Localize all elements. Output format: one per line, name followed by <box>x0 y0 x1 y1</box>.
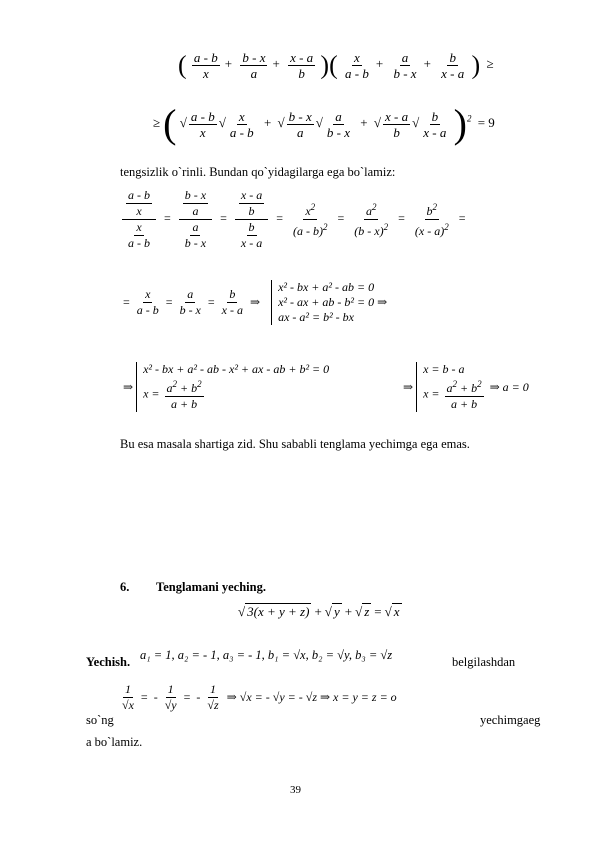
sys3-eq2: x = $\frac{a^2 + b^2}{a + b}$ <box>423 379 482 411</box>
definitions: a₁ = 1, a₂ = - 1, a₃ = - 1, b₁ = √x, b₂ = √y, b₃ = √z <box>140 648 393 662</box>
system-line-2: ⇒ x² - bx + a² - ab - x² + ax - ab + b² = 0 x = $\frac{a^2 + b^2}{a + b}$ <box>123 362 330 411</box>
system-3-block: ⇒ x = b - a x = $\frac{a^2 + b^2}{a + b}$ ⇒ a = 0 <box>403 362 529 411</box>
ratio-equation: $\frac{\frac{a - b}{x}}{\frac{x}{a - b}}$ = $\frac{\frac{b - x}{a}}{\frac{a}{b - x}}$ = $\frac{\frac{x - a}{b}}{\frac{b}{x - a}}$ = $\frac{x^2}{(a - b)^2}$ = $\frac{a^2}{(b - x)^2}$ = $\frac{b^2}{(x - a)^2}$ = <box>120 188 469 251</box>
sys1-eq3: ax - a² = b² - bx <box>278 310 354 324</box>
inequality-line-2: ≥( √ $\frac{a - b}{x}$ √ $\frac{x}{a - b}$ + √ $\frac{b - x}{a}$ √ $\frac{a}{b - x}$ + √ $\frac{x - a}{b}$ √ $\frac{b}{x - a}$ )$^2$ = 9 <box>150 104 498 144</box>
page-number: 39 <box>290 784 301 796</box>
sys2-eq2: x = $\frac{a^2 + b^2}{a + b}$ <box>143 379 202 411</box>
sys1-eq2: x² - ax + ab - b² = 0 ⇒ <box>278 295 388 309</box>
inequality-line-1: ( $\frac{a - b}{x}$ + $\frac{b - x}{a}$ + $\frac{x - a}{b}$ )( $\frac{x}{a - b}$ + $\frac{a}{b - x}$ + $\frac{b}{x - a}$ ) ≥ <box>178 50 494 81</box>
chain-tail: ⇒ √x = - √y = - √z ⇒ x = y = z = o <box>226 690 397 704</box>
system-2 <box>136 362 329 412</box>
ineq-sign: ≥ <box>486 56 494 72</box>
yechimga-text: yechimgaeg <box>480 713 541 727</box>
solution-label: Yechish. <box>86 655 131 669</box>
system-line-1: = $\frac{x}{a - b}$ = $\frac{a}{b - x}$ = $\frac{b}{x - a}$ ⇒ x² - bx + a² - ab = 0 x² - ax + ab - b² = 0 ⇒ ax - a² = b² - bx <box>123 280 388 324</box>
system-3 <box>416 362 486 412</box>
sys1-eq1: x² - bx + a² - ab = 0 <box>278 280 375 294</box>
ega-bolamiz-text: a bo`lamiz. <box>86 735 143 749</box>
problem-number: 6. <box>120 580 130 594</box>
ineq-result: = 9 <box>477 114 495 130</box>
chain-equation: $\frac{1}{√x}$ = - $\frac{1}{√y}$ = - $\frac{1}{√z}$ ⇒ √x = - √y = - √z ⇒ x = y = z = o <box>122 682 397 712</box>
sys3-tail: ⇒ a = 0 <box>489 379 529 394</box>
paragraph-line-2: Bu esa masala shartiga zid. Shu sababli tenglama yechimga ega emas. <box>120 437 470 451</box>
belgilashdan-text: belgilashdan <box>452 655 516 669</box>
sys2-eq1: x² - bx + a² - ab - x² + ax - ab + b² = 0 <box>143 362 330 376</box>
equation-6: √ 3(x + y + z) +√ y +√ z =√ x <box>238 604 402 620</box>
sys3-eq1: x = b - a <box>423 362 465 376</box>
system-1 <box>271 280 387 325</box>
problem-title: Tenglamani yeching. <box>156 580 266 594</box>
paragraph-line-1: tengsizlik o`rinli. Bundan qo`yidagilarga ega bo`lamiz: <box>120 165 396 179</box>
song-text: so`ng <box>86 713 114 727</box>
